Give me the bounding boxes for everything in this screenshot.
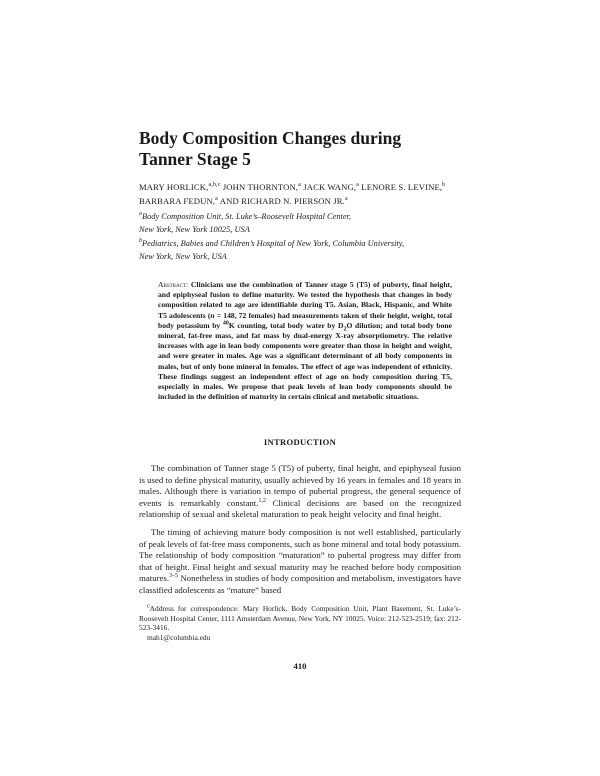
intro-paragraph-2: The timing of achieving mature body composition is not well established, particularly of peak levels of fat-free mass components, such as bone mineral and total body potassium. The relationship of body composition “maturation” to pubertal progress may differ from that of height. Final height and sexual maturity may be reached before body composition matures.$^{3-5}$ Nonetheless in studies of body composition and metabolism, investigators have classified adolescents as “mature” based [139, 527, 461, 595]
affiliation-a [139, 210, 479, 236]
author-name: BARBARA FEDUN, [139, 196, 216, 206]
author-name: AND RICHARD N. PIERSON JR. [217, 196, 345, 206]
abstract-var: n [210, 310, 215, 320]
author-affil-mark: a,b,c [208, 182, 221, 189]
author-name: JOHN THORNTON, [220, 182, 299, 192]
abstract-label: Abstract: [158, 280, 189, 289]
affil-text: Pediatrics, Babies and Children’s Hospital of New York, Columbia University, [142, 239, 405, 248]
affil-text: Body Composition Unit, St. Luke’s–Roosevelt Hospital Center, [142, 212, 351, 221]
author-affil-mark: a [344, 196, 348, 203]
abstract-text: O dilution; and total body bone mineral, fat-free mass, and fat mass by dual-energy X-ray absorptiometry. The relative increases with age in lean body components were greater than those in height and weight, and were greater in males. Age was a significant determinant of all body components in males, but of only bone mineral in females. The effect of age was independent of ethnicity. These findings suggest an independent effect of age on body composition during T5, especially in males. We propose that peak levels of lean body components should be included in the definition of maturity in certain clinical and metabolic situations. [158, 320, 453, 402]
footnote-text: Address for correspondence: Mary Horlick, Body Composition Unit, Plant Basement, St. Luke’s-Roosevelt Hospital Center, 1111 Amsterdam Avenue, New York, NY 10025. Voice: 212-523-2519; fax: 212-523-3416. [139, 604, 461, 633]
page-number: 410 [293, 661, 307, 671]
abstract-text: = 148, 72 females) had measurements taken of their height, weight, total body potassium by [158, 310, 452, 330]
author-name: JACK WANG, [300, 182, 357, 192]
author-affil-mark: a [215, 196, 218, 203]
title-line-1: Body Composition Changes during [139, 128, 402, 148]
affil-mark: b [139, 238, 142, 245]
abstract-sup: 40 [222, 320, 229, 327]
author-line-2 [139, 194, 469, 208]
footnote-email: mah1@columbia.edu [147, 632, 211, 642]
footnote [139, 604, 461, 642]
abstract [158, 280, 452, 402]
paper-title [139, 128, 469, 170]
affiliation-b [139, 237, 479, 263]
author-list [139, 180, 469, 208]
intro-paragraph-1: The combination of Tanner stage 5 (T5) of puberty, final height, and epiphyseal fusion is used to define physical maturity, usually achieved by 16 years in females and 18 years in males. Although there is variation in tempo of pubertal progress, the general sequence of events is remarkably constant.$^{1,2}$ Clinical decisions are based on the recognized relationship of sexual and skeletal maturation to peak height velocity and final height. [139, 463, 461, 520]
footnote-mark: c [147, 603, 150, 610]
author-line-1 [139, 180, 469, 194]
author-name: MARY HORLICK, [139, 182, 209, 192]
title-line-2: Tanner Stage 5 [139, 149, 251, 169]
affil-text: New York, New York, USA [139, 252, 227, 261]
author-affil-mark: b [442, 182, 446, 189]
affil-text: New York, New York 10025, USA [139, 225, 250, 234]
abstract-text: Clinicians use the combination of Tanner stage 5 (T5) of puberty, final height, and epiphyseal fusion to define maturity. We tested the hypothesis that changes in body composition related to age are identifiable during T5. Asian, Black, Hispanic, and White T5 adolescents ( [158, 280, 452, 320]
citation: 1,2 [258, 497, 266, 504]
abstract-sub: 2 [343, 326, 347, 333]
section-heading: INTRODUCTION [263, 437, 337, 447]
abstract-text: K counting, total body water by D [228, 320, 344, 330]
author-name: LENORE S. LEVINE, [359, 182, 443, 192]
citation: 3–5 [169, 573, 179, 580]
author-affil-mark: a [298, 182, 301, 189]
affil-mark: a [139, 211, 142, 218]
author-affil-mark: a [356, 182, 359, 189]
